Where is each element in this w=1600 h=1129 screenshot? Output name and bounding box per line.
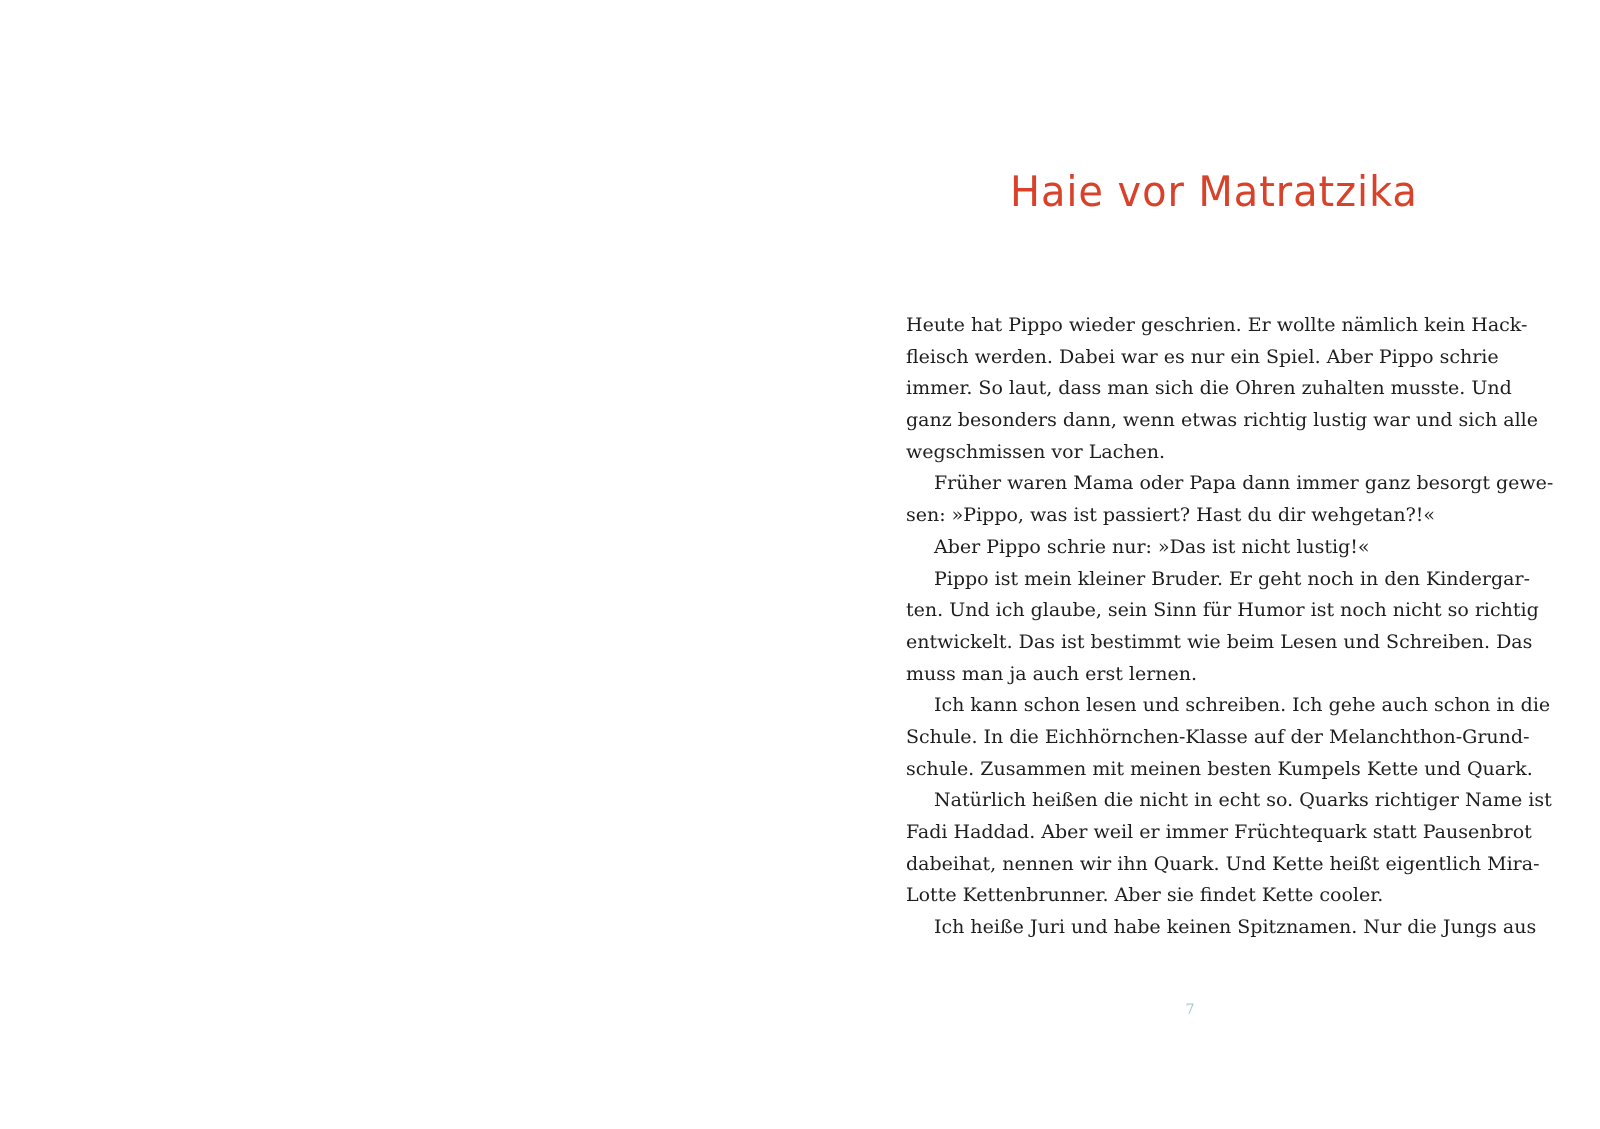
text-line: wegschmissen vor Lachen. xyxy=(906,440,1166,463)
text-line: fleisch werden. Dabei war es nur ein Spiel. Aber Pippo schrie xyxy=(906,345,1499,368)
page-number: 7 xyxy=(1185,1002,1195,1018)
text-line: Fadi Haddad. Aber weil er immer Früchtequark statt Pausenbrot xyxy=(906,821,1532,843)
text-line: Natürlich heißen die nicht in echt so. Quarks richtiger Name ist xyxy=(934,789,1552,812)
text-line: schule. Zusammen mit meinen besten Kumpels Kette und Quark. xyxy=(906,757,1533,780)
text-line: Ich kann schon lesen und schreiben. Ich gehe auch schon in die xyxy=(934,694,1551,717)
text-line: immer. So laut, dass man sich die Ohren zuhalten musste. Und xyxy=(906,377,1512,400)
text-line: Aber Pippo schrie nur: »Das ist nicht lustig!« xyxy=(934,535,1370,558)
chapter-title: Haie vor Matratzika xyxy=(1010,167,1418,216)
text-line: Pippo ist mein kleiner Bruder. Er geht noch in den Kindergar- xyxy=(934,567,1530,590)
text-line: muss man ja auch erst lernen. xyxy=(906,662,1198,685)
text-line: ganz besonders dann, wenn etwas richtig lustig war und sich alle xyxy=(906,409,1539,432)
chapter-body-text xyxy=(906,310,1554,944)
text-line: Früher waren Mama oder Papa dann immer ganz besorgt gewe- xyxy=(934,472,1554,495)
text-line: Ich heiße Juri und habe keinen Spitznamen. Nur die Jungs aus xyxy=(934,916,1537,939)
text-line: dabeihat, nennen wir ihn Quark. Und Kette heißt eigentlich Mira- xyxy=(906,852,1540,875)
text-line: ten. Und ich glaube, sein Sinn für Humor ist noch nicht so richtig xyxy=(906,599,1539,622)
text-line: Lotte Kettenbrunner. Aber sie findet Kette cooler. xyxy=(906,884,1384,907)
text-line: Heute hat Pippo wieder geschrien. Er wollte nämlich kein Hack- xyxy=(906,314,1528,336)
text-line: Schule. In die Eichhörnchen-Klasse auf der Melanchthon-Grund- xyxy=(906,725,1530,748)
text-line: sen: »Pippo, was ist passiert? Hast du dir wehgetan?!« xyxy=(906,504,1436,527)
text-line: entwickelt. Das ist bestimmt wie beim Lesen und Schreiben. Das xyxy=(906,630,1533,653)
